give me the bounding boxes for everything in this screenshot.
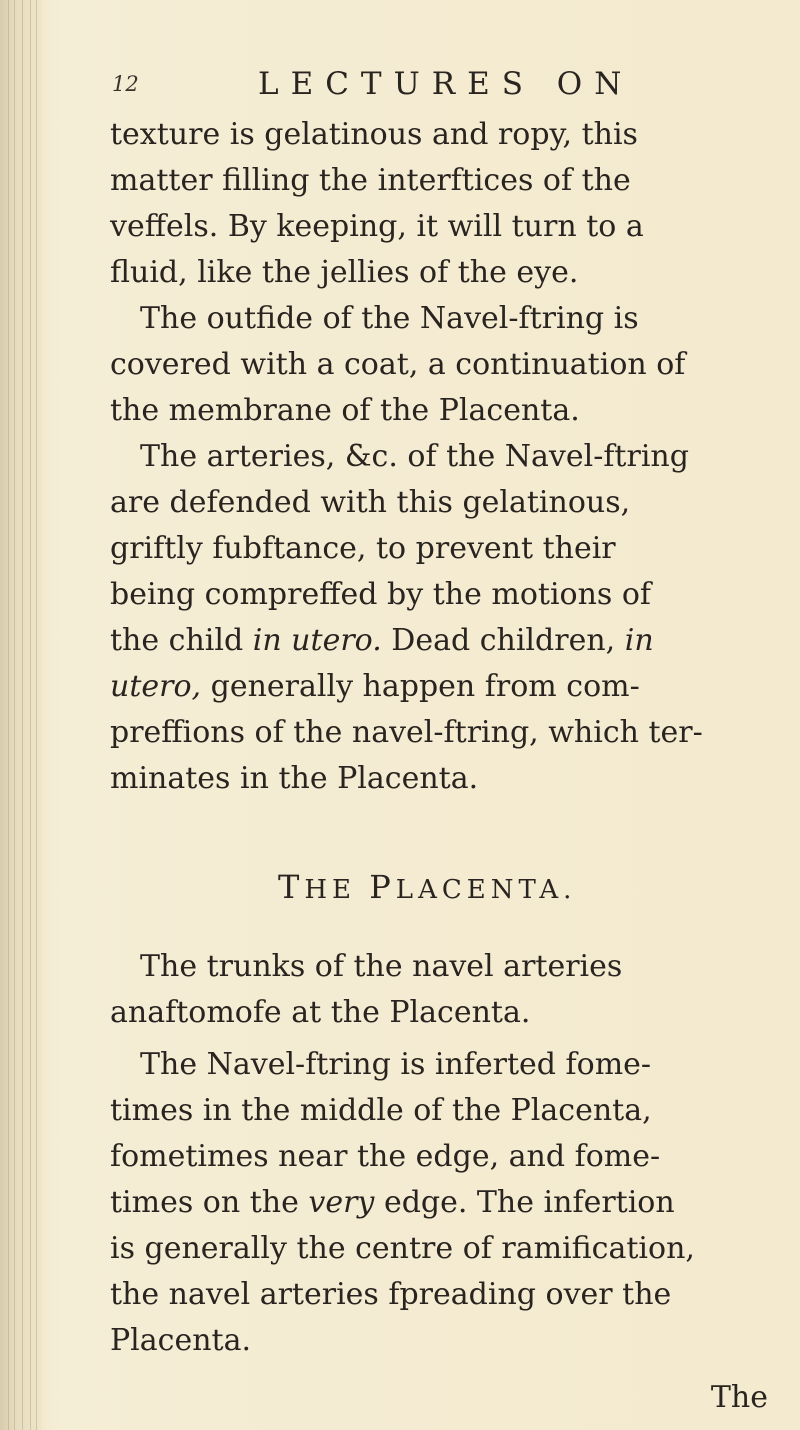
text-line-mixed — [110, 1180, 675, 1226]
text-line: The arteries, &c. of the Navel-ftring — [140, 439, 689, 474]
italic-run: in utero. — [252, 623, 382, 658]
text-line: griftly fubftance, to prevent their — [110, 531, 616, 566]
running-title: LECTURES ON — [258, 66, 634, 102]
text-line: covered with a coat, a continuation of — [110, 347, 686, 382]
text-line: fometimes near the edge, and fome- — [110, 1139, 661, 1174]
text-line: times in the middle of the Placenta, — [110, 1093, 652, 1128]
gutter-line — [14, 0, 15, 1430]
text-run: generally happen from com- — [210, 669, 640, 704]
section-heading — [278, 868, 576, 906]
heading-small-caps: HE — [304, 875, 356, 905]
text-run: the child — [110, 623, 244, 658]
gutter-line — [30, 0, 31, 1430]
page-gutter — [0, 0, 42, 1430]
text-line: The trunks of the navel arteries — [140, 949, 623, 984]
page-number: 12 — [112, 72, 139, 96]
text-line: minates in the Placenta. — [110, 761, 479, 796]
heading-initial: P — [369, 868, 396, 906]
text-line: texture is gelatinous and ropy, this — [110, 117, 638, 152]
heading-initial: T — [278, 868, 305, 906]
italic-run: utero, — [110, 669, 202, 704]
gutter-line — [36, 0, 37, 1430]
italic-run: in — [624, 623, 654, 658]
text-line: are defended with this gelatinous, — [110, 485, 631, 520]
text-line: The Navel-ftring is inferted fome- — [140, 1047, 652, 1082]
text-line: preffions of the navel-ftring, which ter- — [110, 715, 703, 750]
text-line: matter filling the interftices of the — [110, 163, 631, 198]
text-line-mixed — [110, 664, 640, 710]
text-line: the navel arteries fpreading over the — [110, 1277, 672, 1312]
text-run: times on the — [110, 1185, 299, 1220]
text-line: fluid, like the jellies of the eye. — [110, 255, 579, 290]
text-line: is generally the centre of ramification, — [110, 1231, 695, 1266]
gutter-line — [22, 0, 23, 1430]
text-run: edge. The infertion — [383, 1185, 675, 1220]
text-line: veffels. By keeping, it will turn to a — [110, 209, 644, 244]
text-line: Placenta. — [110, 1323, 252, 1358]
catchword: The — [710, 1380, 768, 1415]
text-run: Dead children, — [391, 623, 616, 658]
text-line: the membrane of the Placenta. — [110, 393, 580, 428]
text-line-mixed — [110, 618, 654, 664]
text-line: anaftomofe at the Placenta. — [110, 995, 531, 1030]
heading-small-caps: LACENTA. — [395, 875, 577, 905]
page-header — [112, 66, 732, 106]
italic-run: very — [308, 1185, 375, 1220]
text-line: being compreffed by the motions of — [110, 577, 652, 612]
gutter-line — [8, 0, 9, 1430]
text-line: The outfide of the Navel-ftring is — [140, 301, 639, 336]
